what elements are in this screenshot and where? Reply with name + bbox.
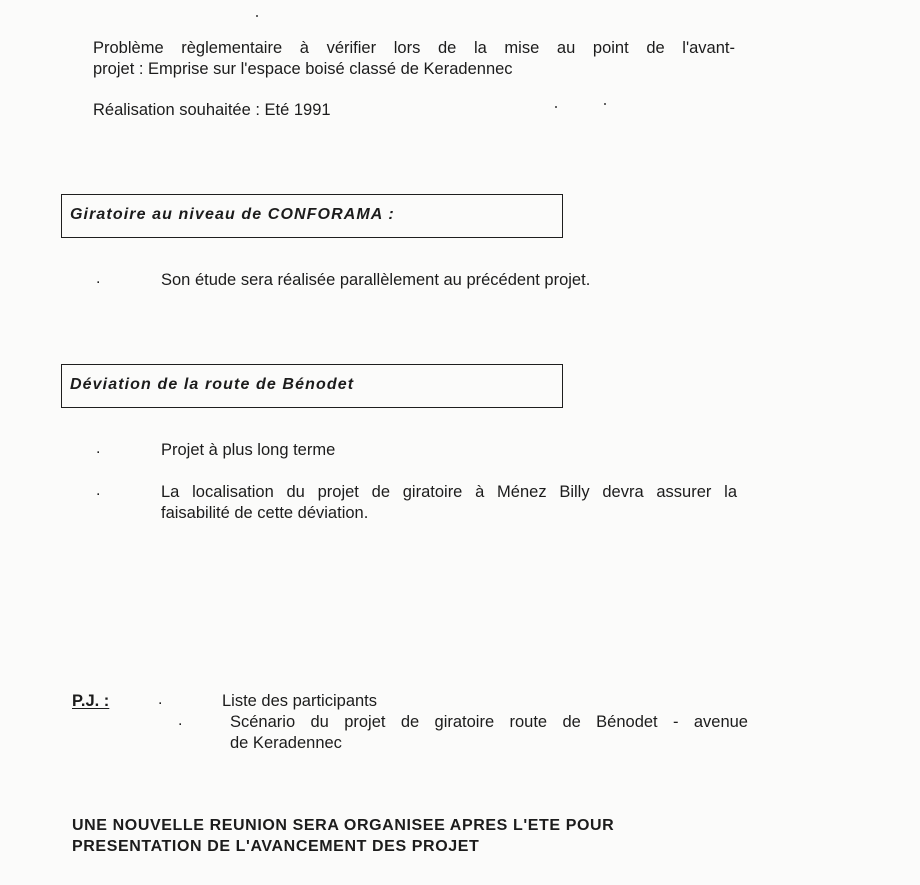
attachment-item-2-line-2: de Keradennec — [230, 734, 342, 752]
bullet-dot: . — [96, 482, 101, 499]
conclusion-line-2: PRESENTATION DE L'AVANCEMENT DES PROJET — [72, 838, 480, 855]
conclusion-line-1: UNE NOUVELLE REUNION SERA ORGANISEE APRES L'ETE POUR — [72, 817, 615, 834]
attachments-label: P.J. : — [72, 692, 110, 710]
bullet-dot: . — [96, 270, 101, 287]
realisation-date: Réalisation souhaitée : Eté 1991 — [93, 101, 331, 119]
benodet-bullet-2-line-2: faisabilité de cette déviation. — [161, 504, 369, 522]
bullet-dot: . — [158, 691, 163, 708]
intro-line-1: Problème règlementaire à vérifier lors de la mise au point de l'avant- — [93, 39, 735, 57]
conforama-bullet-text: Son étude sera réalisée parallèlement au précédent projet. — [161, 271, 591, 289]
section-title-conforama: Giratoire au niveau de CONFORAMA : — [70, 206, 395, 223]
benodet-bullet-2-line-1: La localisation du projet de giratoire à Ménez Billy devra assurer la — [161, 483, 737, 501]
section-title-benodet: Déviation de la route de Bénodet — [70, 376, 355, 393]
bullet-dot: . — [96, 440, 101, 457]
scan-speck — [604, 103, 606, 105]
scan-speck — [555, 106, 557, 108]
intro-line-2: projet : Emprise sur l'espace boisé classé de Keradennec — [93, 60, 513, 78]
attachment-item-2-line-1: Scénario du projet de giratoire route de Bénodet - avenue — [230, 713, 748, 731]
attachment-item-1: Liste des participants — [222, 692, 378, 710]
benodet-bullet-1-text: Projet à plus long terme — [161, 441, 336, 459]
scan-speck — [256, 15, 258, 17]
bullet-dot: . — [178, 712, 183, 729]
